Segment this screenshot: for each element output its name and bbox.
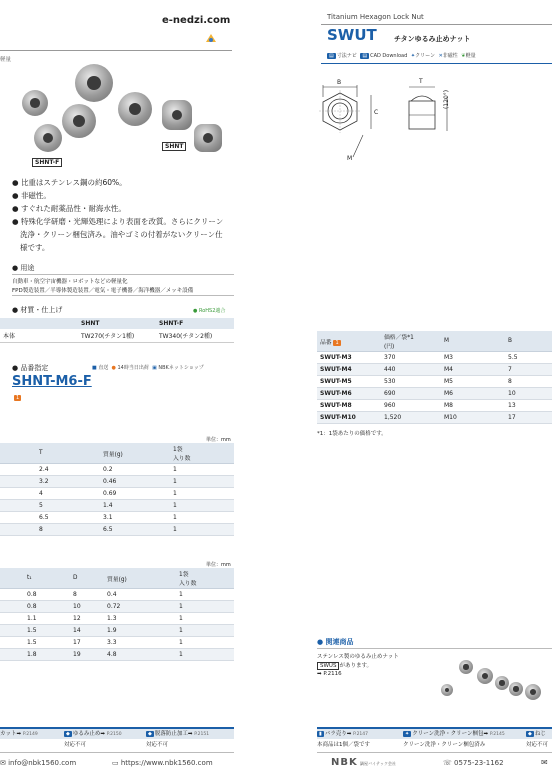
related-code[interactable]: SWUS bbox=[317, 662, 339, 670]
table-header: T 質量(g) 1袋 入り数 bbox=[0, 443, 234, 464]
material-table bbox=[0, 318, 234, 343]
screw-icon: ◆ bbox=[528, 731, 532, 737]
order-code: SHNT-M6-F bbox=[12, 374, 92, 389]
table-cell bbox=[0, 625, 24, 637]
feature-item: ● 非磁性。 bbox=[12, 191, 51, 200]
clean-icon: ✦ bbox=[410, 53, 416, 59]
feature-item: ● 比重はステンレス鋼の約60%。 bbox=[12, 178, 127, 187]
table-cell: 5.5 bbox=[505, 352, 552, 364]
photo-label-shnt: SHNT bbox=[162, 142, 186, 151]
table-cell bbox=[0, 637, 24, 649]
table-header-cell: SHNT bbox=[78, 318, 156, 329]
table-cell bbox=[0, 589, 24, 601]
table-cell: M4 bbox=[441, 364, 505, 376]
table-cell: 1.1 bbox=[24, 613, 70, 625]
rohs-leaf-icon: ● bbox=[193, 308, 198, 314]
photo-label-shnt-f: SHNT-F bbox=[32, 158, 62, 167]
table-row bbox=[317, 376, 552, 388]
table-footnote: *1：1袋あたりの価格です。 bbox=[317, 431, 387, 437]
product-title: SWUT bbox=[327, 26, 377, 44]
table-cell bbox=[0, 524, 36, 536]
table-cell: 3.3 bbox=[104, 637, 176, 649]
footer-link-lock[interactable]: ◆ ゆるみ止め➡ P.2150 bbox=[66, 731, 122, 737]
order-badge: 1 bbox=[16, 395, 20, 401]
feature-item-cont: 洗浄・クリーン梱包済み。油やゴミの付着がないクリーン仕 bbox=[20, 230, 223, 239]
table-header: t₁ D 質量(g) 1袋 入り数 bbox=[0, 568, 234, 589]
direct-ship-icon: ■ bbox=[92, 365, 97, 371]
table-row bbox=[0, 464, 234, 476]
table-cell: 3.2 bbox=[36, 476, 100, 488]
anti-drop-icon: ◆ bbox=[148, 731, 152, 737]
unit-label: 単位：mm bbox=[206, 437, 231, 443]
brand-logo-text: e-nedzi.com bbox=[162, 15, 231, 26]
category-label: Titanium Hexagon Lock Nut bbox=[327, 13, 424, 21]
rohs-badge: ● RoHS2適合 bbox=[193, 308, 226, 314]
order-title: ● 品番指定 bbox=[12, 364, 49, 372]
feature-list bbox=[12, 176, 242, 254]
table-cell: 1 bbox=[170, 476, 234, 488]
table-cell: 690 bbox=[381, 388, 441, 400]
shop-icon: ▣ bbox=[152, 365, 157, 371]
table-row bbox=[0, 613, 234, 625]
table-cell: 1.5 bbox=[24, 637, 70, 649]
table-cell: SWUT-M6 bbox=[317, 388, 381, 400]
related-text: ステンレス製のゆるみ止めナット bbox=[317, 654, 399, 660]
non-magnetic-icon: ✕ bbox=[438, 53, 443, 59]
table-cell: 1 bbox=[176, 649, 234, 661]
table-cell: 19 bbox=[70, 649, 104, 661]
table-cell: 0.2 bbox=[100, 464, 170, 476]
table-cell: M8 bbox=[441, 400, 505, 412]
table-body bbox=[0, 589, 234, 661]
table-cell bbox=[0, 649, 24, 661]
feature-item: ● 特殊化学研磨・光輝処理により表面を改質。さらにクリーン bbox=[12, 217, 224, 226]
table-row bbox=[0, 476, 234, 488]
table-cell: SWUT-M4 bbox=[317, 364, 381, 376]
product-subtitle: チタンゆるみ止めナット bbox=[394, 35, 471, 43]
table-cell: SWUT-M5 bbox=[317, 376, 381, 388]
table-header-cell bbox=[0, 318, 78, 329]
table-cell: 1.8 bbox=[24, 649, 70, 661]
footer-link-clean[interactable]: ✦ クリーン洗浄・クリーン梱包➡ P.2145 bbox=[405, 731, 505, 737]
table-cell: 5 bbox=[36, 500, 100, 512]
table-cell: 1 bbox=[176, 613, 234, 625]
clock-icon: ● bbox=[111, 365, 116, 371]
spec-table-shnt-f bbox=[0, 568, 234, 661]
footer-rule bbox=[317, 752, 552, 753]
related-text-line2: SWUS があります。 bbox=[317, 661, 372, 669]
footer-link-screw[interactable]: ◆ ねじ bbox=[528, 731, 546, 737]
footer-value: 対応不可 bbox=[64, 742, 87, 748]
brand-mascot-icon bbox=[204, 32, 218, 44]
table-cell: 13 bbox=[505, 400, 552, 412]
cad-icon: ▤ bbox=[362, 53, 368, 59]
footer-phone[interactable]: ☏ 0575-23-1162 bbox=[443, 759, 504, 767]
table-row bbox=[317, 400, 552, 412]
table-cell: 1 bbox=[170, 464, 234, 476]
table-row bbox=[0, 601, 234, 613]
table-cell: 1 bbox=[170, 488, 234, 500]
table-cell: 1 bbox=[176, 625, 234, 637]
table-cell: 10 bbox=[505, 388, 552, 400]
table-cell: 1,520 bbox=[381, 412, 441, 424]
table-header: 品番 1 価格／袋*1 (円) M B bbox=[317, 331, 552, 352]
title-rule bbox=[321, 63, 552, 64]
table-cell: 17 bbox=[70, 637, 104, 649]
table-cell: M3 bbox=[441, 352, 505, 364]
table-cell: 8 bbox=[36, 524, 100, 536]
feature-item-cont: 様です。 bbox=[20, 243, 50, 252]
table-cell: M10 bbox=[441, 412, 505, 424]
table-cell: 4 bbox=[36, 488, 100, 500]
table-cell: 440 bbox=[381, 364, 441, 376]
usage-rule-bottom bbox=[12, 295, 234, 296]
table-cell: 14 bbox=[70, 625, 104, 637]
table-cell: 1 bbox=[176, 589, 234, 601]
related-ref[interactable]: ➡ P.2116 bbox=[317, 671, 342, 677]
table-cell: 1 bbox=[176, 601, 234, 613]
table-cell: 8 bbox=[70, 589, 104, 601]
table-cell: 370 bbox=[381, 352, 441, 364]
footer-value: クリーン洗浄・クリーン梱包済み bbox=[403, 742, 486, 748]
footer-value: 本商品は1個／袋です bbox=[317, 742, 370, 748]
header-label: 軽量 bbox=[0, 57, 12, 63]
table-cell: 1.9 bbox=[104, 625, 176, 637]
phone-icon: ☏ bbox=[443, 759, 452, 767]
usage-rule bbox=[12, 274, 234, 275]
table-cell: 10 bbox=[70, 601, 104, 613]
related-rule bbox=[317, 648, 552, 649]
bulk-icon: ▮ bbox=[319, 731, 322, 737]
spec-table-swut bbox=[317, 331, 552, 424]
table-row bbox=[0, 637, 234, 649]
table-cell: 2.4 bbox=[36, 464, 100, 476]
table-cell: 8 bbox=[505, 376, 552, 388]
related-title: ● 関連商品 bbox=[317, 638, 354, 646]
dim-label-b: B bbox=[337, 79, 342, 86]
table-cell bbox=[0, 500, 36, 512]
table-body bbox=[317, 352, 552, 424]
table-cell: 1.5 bbox=[24, 625, 70, 637]
dim-label-c: C bbox=[374, 109, 379, 116]
table-cell: 17 bbox=[505, 412, 552, 424]
lock-icon: ◆ bbox=[66, 731, 70, 737]
category-rule bbox=[321, 24, 552, 25]
product-photo bbox=[20, 62, 230, 170]
fax-icon: ✉ bbox=[541, 758, 548, 767]
usage-line: 自動車・航空宇宙機器・ロボットなどの軽量化 bbox=[12, 279, 128, 285]
lightweight-icon: ❦ bbox=[461, 53, 466, 59]
drawing-svg bbox=[313, 75, 463, 170]
table-cell bbox=[0, 488, 36, 500]
table-cell: 6.5 bbox=[36, 512, 100, 524]
spec-table-shnt bbox=[0, 443, 234, 536]
footer-link-bulk[interactable]: ▮ バラ売り➡ P.2147 bbox=[319, 731, 369, 737]
table-body bbox=[0, 464, 234, 536]
dim-label-t: T bbox=[419, 78, 423, 85]
table-row bbox=[317, 352, 552, 364]
material-table-header bbox=[0, 318, 234, 329]
usage-line: FPD製造装置／半導体製造装置／電気・電子機器／海洋機器／メッキ設備 bbox=[12, 288, 194, 294]
table-cell: SWUT-M10 bbox=[317, 412, 381, 424]
table-cell: 960 bbox=[381, 400, 441, 412]
related-photo bbox=[431, 654, 551, 704]
table-cell bbox=[0, 613, 24, 625]
table-row bbox=[0, 589, 234, 601]
table-cell: M6 bbox=[441, 388, 505, 400]
table-row bbox=[0, 488, 234, 500]
table-cell: 1 bbox=[176, 637, 234, 649]
table-cell: 3.1 bbox=[100, 512, 170, 524]
left-page bbox=[0, 0, 246, 783]
table-cell: 0.72 bbox=[104, 601, 176, 613]
table-cell: 1.4 bbox=[100, 500, 170, 512]
table-cell: 1 bbox=[170, 512, 234, 524]
header-rule bbox=[0, 50, 232, 51]
table-cell: 1.3 bbox=[104, 613, 176, 625]
mail-icon: ✉ bbox=[0, 759, 6, 767]
table-cell: 1 bbox=[170, 524, 234, 536]
order-tags: ■ 直送 ● 14時当日出荷 ▣ NBKネットショップ bbox=[92, 365, 204, 371]
table-cell: 6.5 bbox=[100, 524, 170, 536]
table-cell: 1 bbox=[170, 500, 234, 512]
table-cell bbox=[0, 601, 24, 613]
web-icon: ▭ bbox=[112, 759, 119, 767]
dim-label-m: M bbox=[347, 155, 353, 162]
table-row bbox=[0, 524, 234, 536]
table-cell: 0.69 bbox=[100, 488, 170, 500]
table-cell bbox=[0, 512, 36, 524]
dimension-drawing bbox=[313, 75, 463, 170]
table-cell: SWUT-M8 bbox=[317, 400, 381, 412]
feature-item: ● すぐれた耐薬品性・耐海水性。 bbox=[12, 204, 126, 213]
table-cell: 0.46 bbox=[100, 476, 170, 488]
table-row bbox=[317, 412, 552, 424]
table-cell: M5 bbox=[441, 376, 505, 388]
footer-logo: NBK 鍋屋バイテック会社 bbox=[331, 757, 396, 768]
table-row bbox=[0, 625, 234, 637]
table-row bbox=[0, 649, 234, 661]
material-title: ● 材質・仕上げ bbox=[12, 306, 63, 314]
unit-label: 単位：mm bbox=[206, 562, 231, 568]
clean-icon: ✦ bbox=[405, 731, 410, 737]
table-cell bbox=[0, 464, 36, 476]
size-navi-icon: ▤ bbox=[329, 53, 334, 59]
table-cell: 0.8 bbox=[24, 589, 70, 601]
footer-rule bbox=[0, 752, 234, 753]
table-cell: 0.8 bbox=[24, 601, 70, 613]
table-cell: 7 bbox=[505, 364, 552, 376]
table-row: 本体 TW270(チタン1種) TW340(チタン2種) bbox=[0, 329, 234, 343]
table-header-cell: SHNT-F bbox=[156, 318, 234, 329]
footer-url[interactable]: ▭ https://www.nbk1560.com bbox=[112, 759, 213, 767]
dim-label-angle: (120°) bbox=[443, 89, 450, 109]
table-cell: SWUT-M3 bbox=[317, 352, 381, 364]
tag-row: ▤ 寸法ナビ ▤ CAD Download ✦クリーン ✕非磁性 ❦軽量 bbox=[329, 53, 476, 59]
footer-link-cut[interactable]: カット➡ P.2149 bbox=[0, 731, 38, 737]
table-row bbox=[0, 500, 234, 512]
table-cell bbox=[0, 476, 36, 488]
table-cell: 12 bbox=[70, 613, 104, 625]
usage-title: ● 用途 bbox=[12, 264, 35, 272]
footer-value: 対応不可 bbox=[146, 742, 169, 748]
footer-email[interactable]: ✉ info@nbk1560.com bbox=[0, 759, 77, 767]
table-cell: 530 bbox=[381, 376, 441, 388]
table-cell: 0.4 bbox=[104, 589, 176, 601]
table-row bbox=[0, 512, 234, 524]
footer-link-anti-drop[interactable]: ◆ 脱落防止加工➡ P.2151 bbox=[148, 731, 210, 737]
table-cell: 4.8 bbox=[104, 649, 176, 661]
footer-value: 対応不可 bbox=[526, 742, 549, 748]
table-row bbox=[317, 364, 552, 376]
table-row bbox=[317, 388, 552, 400]
right-page bbox=[303, 0, 552, 783]
